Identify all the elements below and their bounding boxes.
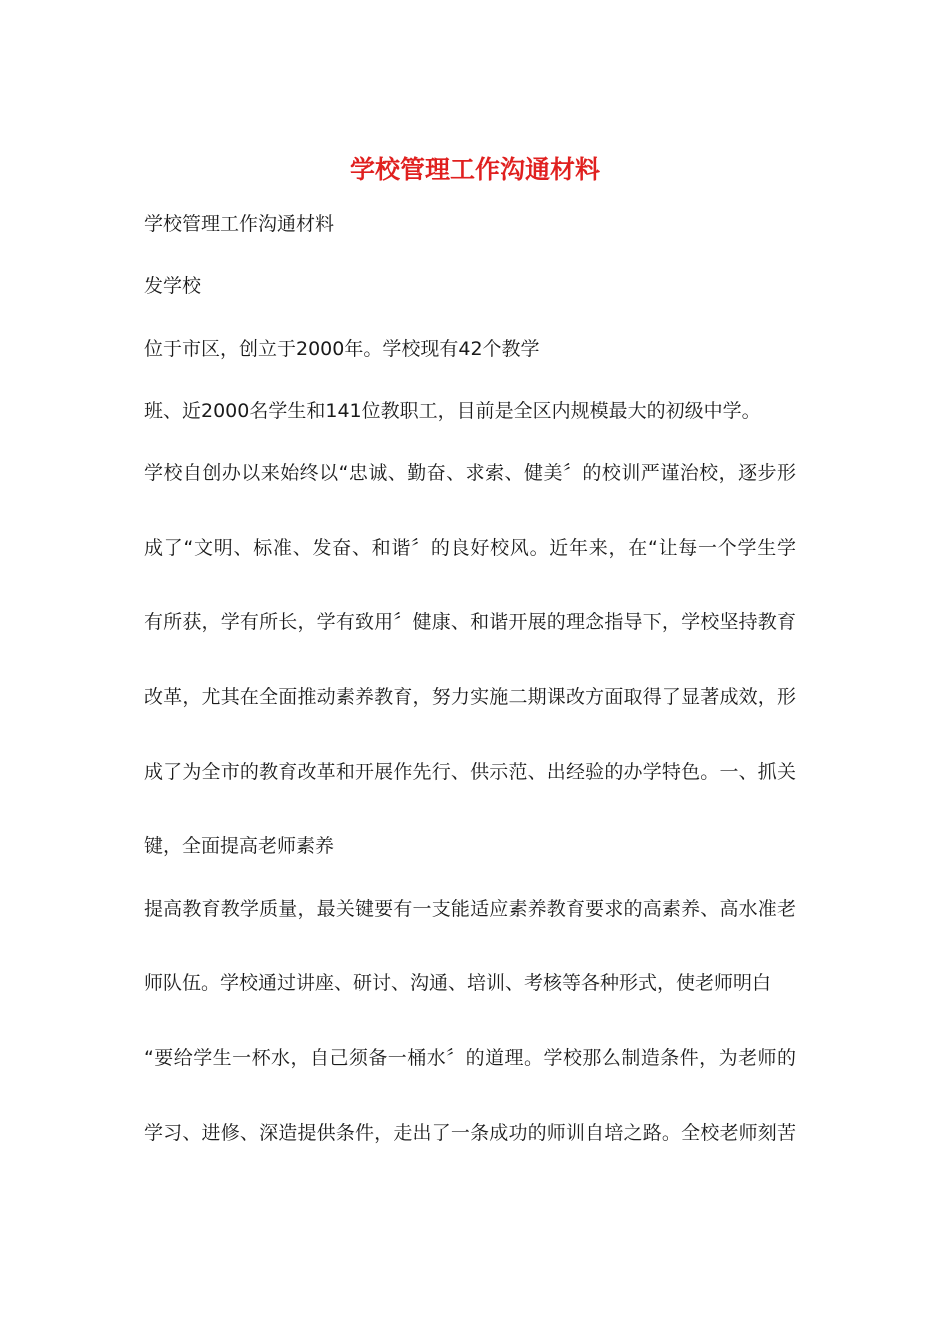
paragraph-line: 学习、进修、深造提供条件，走出了一条成功的师训自培之路。全校老师刻苦 — [144, 1122, 796, 1144]
paragraph-line: 位于市区，创立于2000年。学校现有42个教学 — [144, 338, 540, 360]
paragraph-line: 学校自创办以来始终以“忠诚、勤奋、求索、健美〞的校训严谨治校，逐步形 — [144, 462, 796, 484]
document-title: 学校管理工作沟通材料 — [349, 155, 600, 184]
paragraph-line: 学校管理工作沟通材料 — [144, 213, 335, 235]
paragraph-line: 师队伍。学校通过讲座、研讨、沟通、培训、考核等各种形式，使老师明白 — [144, 972, 772, 994]
paragraph-line: 有所获，学有所长，学有致用〞健康、和谐开展的理念指导下，学校坚持教育 — [144, 611, 796, 633]
paragraph-line: 班、近2000名学生和141位教职工，目前是全区内规模最大的初级中学。 — [144, 400, 761, 422]
paragraph-line: 发学校 — [144, 275, 202, 297]
paragraph-line: 成了“文明、标准、发奋、和谐〞的良好校风。近年来，在“让每一个学生学 — [144, 537, 796, 559]
paragraph-line: 键，全面提高老师素养 — [144, 835, 335, 857]
paragraph-line: 提高教育教学质量，最关键要有一支能适应素养教育要求的高素养、高水准老 — [144, 898, 796, 920]
paragraph-line: 改革，尤其在全面推动素养教育，努力实施二期课改方面取得了显著成效，形 — [144, 686, 796, 708]
paragraph-line: 成了为全市的教育改革和开展作先行、供示范、出经验的办学特色。一、抓关 — [144, 761, 796, 783]
paragraph-line: “要给学生一杯水，自己须备一桶水〞的道理。学校那么制造条件，为老师的 — [144, 1047, 796, 1069]
